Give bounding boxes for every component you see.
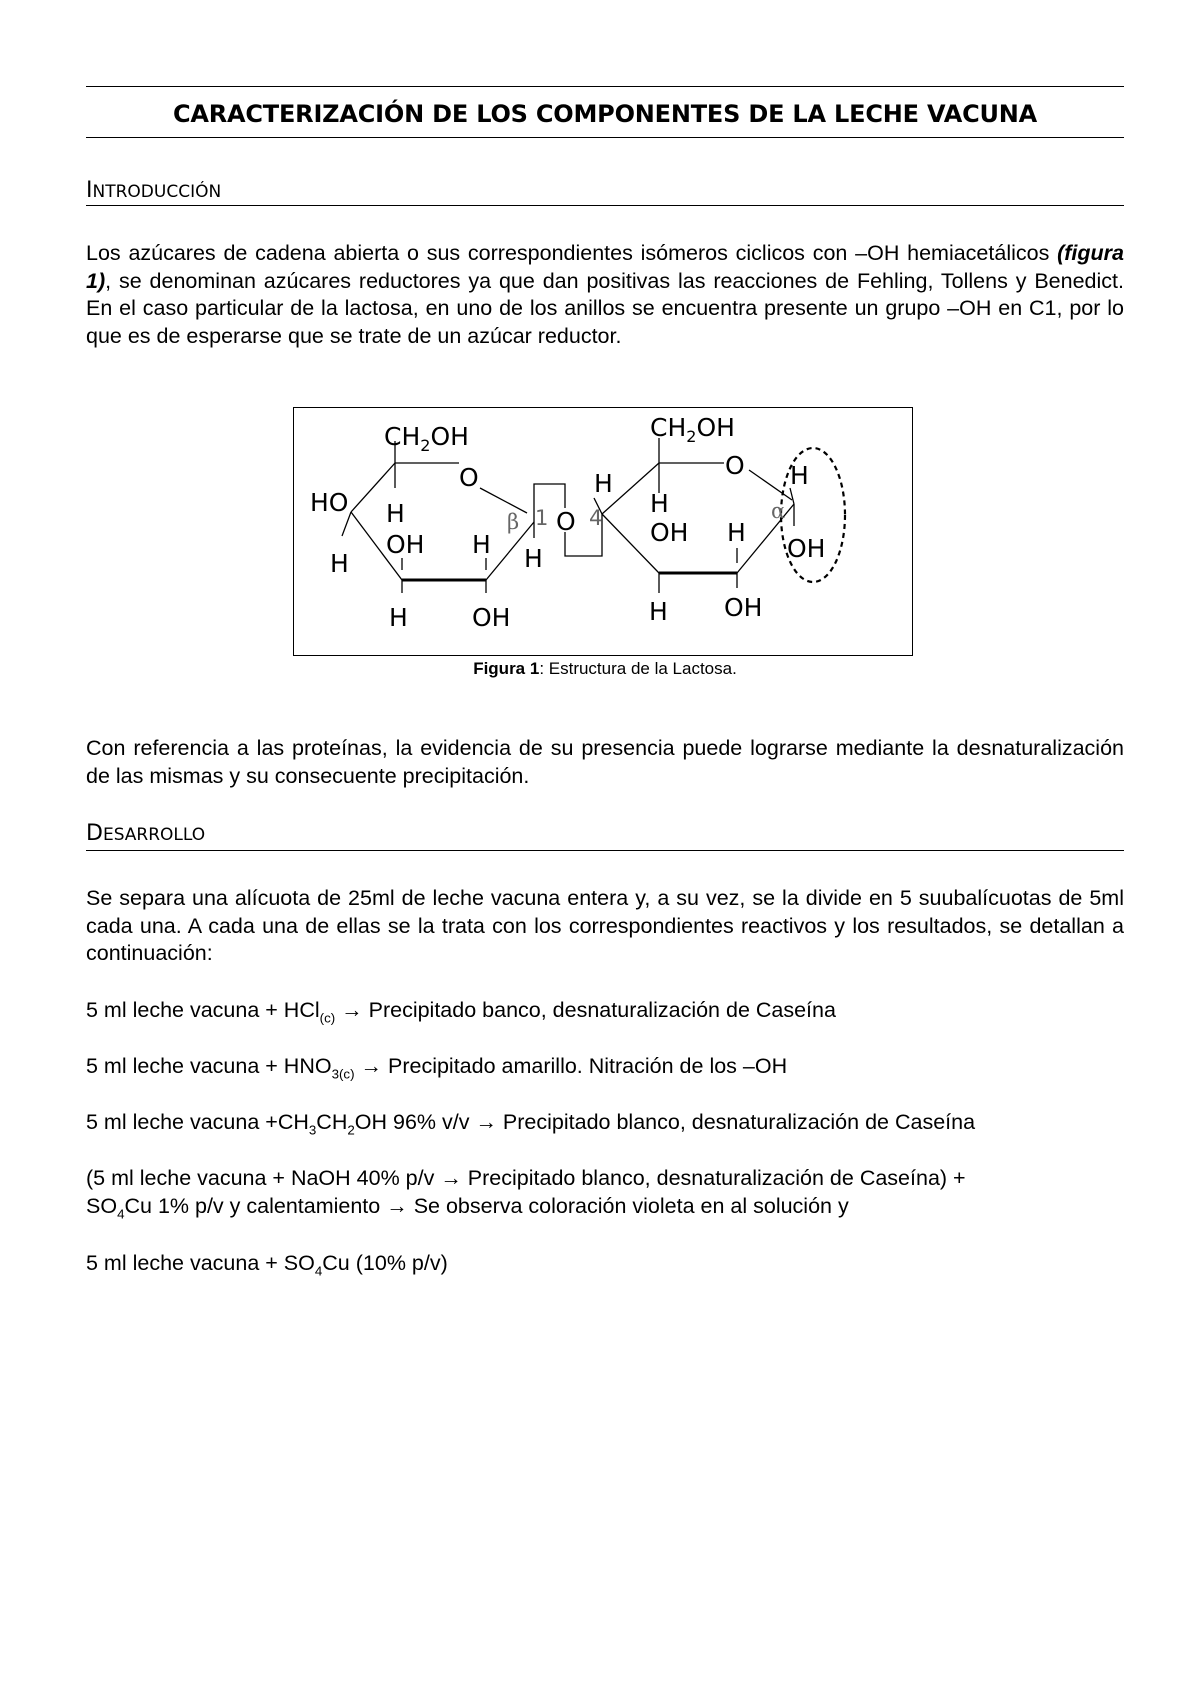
label-carbon-4: 4 [589,506,603,530]
desarrollo-paragraph: Se separa una alícuota de 25ml de leche vacuna entera y, a su vez, se la divide en 5 suubalícuotas de 5ml cada una. A cada una de ellas se la trata con los correspondientes reactivos y los resultados, se detallan a continuación: [86,886,1124,965]
label-h: H [594,469,613,498]
label-ring-o-right: O [725,451,745,480]
intro-text-a: Los azúcares de cadena abierta o sus correspondientes isómeros ciclicos con –OH hemiacetálicos [86,241,1058,265]
heading-initial: D [86,821,103,846]
label-h: H [649,597,668,626]
lactose-structure-diagram [294,408,911,654]
section-rule-desarrollo [86,850,1124,851]
label-oh: OH [724,593,763,622]
label-h: H [386,499,405,528]
label-oh: OH [386,530,425,559]
label-anomeric-oh: OH [787,534,826,563]
reaction-1: 5 ml leche vacuna + HCl$_{(c)}$ → Precipitado banco, desnaturalización de Caseína [86,998,836,1026]
label-h: H [524,544,543,573]
figure-caption [86,659,1124,679]
document-title: CARACTERIZACIÓN DE LOS COMPONENTES DE LA LECHE VACUNA [172,100,1038,128]
label-h: H [330,549,349,578]
title-top-rule [86,86,1124,87]
section-rule-introduccion [86,205,1124,206]
reaction-2: 5 ml leche vacuna + $HNO_{3(c)}$ → Precipitado amarillo. Nitración de los –OH [86,1054,788,1082]
bond [790,488,794,504]
label-ch2oh-right: $CH_2OH$ [650,413,735,446]
caption-label: Figura 1 [473,659,540,678]
ring-bond [749,470,792,500]
caption-text: : Estructura de la Lactosa. [539,659,737,678]
label-anomeric-h: H [790,461,809,490]
ring-bond [480,488,527,513]
reaction-3: 5 ml leche vacuna $+CH_3CH_2OH$ 96% v/v → Precipitado blanco, desnaturalización de Caseína [86,1110,976,1138]
label-ch2oh-left: $CH_2OH$ [384,422,469,455]
label-carbon-1: 1 [535,506,549,530]
heading-rest: NTRODUCCIÓN [92,182,222,202]
heading-initial: I [86,178,93,203]
label-h: H [650,489,669,518]
section-heading-introduccion [86,178,221,203]
title-bottom-rule [86,137,1124,138]
section-heading-desarrollo [86,821,205,846]
label-h: H [389,603,408,632]
label-glycosidic-o: O [556,507,576,536]
heading-rest: ESARROLLO [102,825,206,845]
lactose-figure [293,407,913,656]
proteins-paragraph: Con referencia a las proteínas, la evidencia de su presencia puede lograrse mediante la desnaturalización de las mismas y su consecuente precipitación. [86,736,1124,788]
figure-reference: (figura 1) [86,241,1124,293]
label-h: H [472,530,491,559]
label-ho: HO [310,488,349,517]
intro-paragraph [86,240,1124,350]
label-oh: OH [650,518,689,547]
reaction-4-line-2: $SO_4Cu$ 1% p/v y calentamiento → Se observa coloración violeta en al solución y [86,1194,849,1222]
reaction-5: 5 ml leche vacuna + $SO_4Cu$ (10% p/v) [86,1251,448,1279]
label-oh: OH [472,603,511,632]
label-alpha: α [771,499,786,523]
intro-text-b: , se denominan azúcares reductores ya que dan positivas las reacciones de Fehling, Tollens y Benedict. En el caso particular de la lactosa, en uno de los anillos se encuentra presente un grupo –OH en C1, por lo que es de esperarse que se trate de un azúcar reductor. [86,268,1124,348]
label-ring-o-left: O [459,463,479,492]
label-beta: β [507,510,520,534]
label-h: H [727,518,746,547]
reaction-4-line-1: (5 ml leche vacuna + NaOH 40% p/v → Precipitado blanco, desnaturalización de Caseína) + [86,1166,966,1190]
